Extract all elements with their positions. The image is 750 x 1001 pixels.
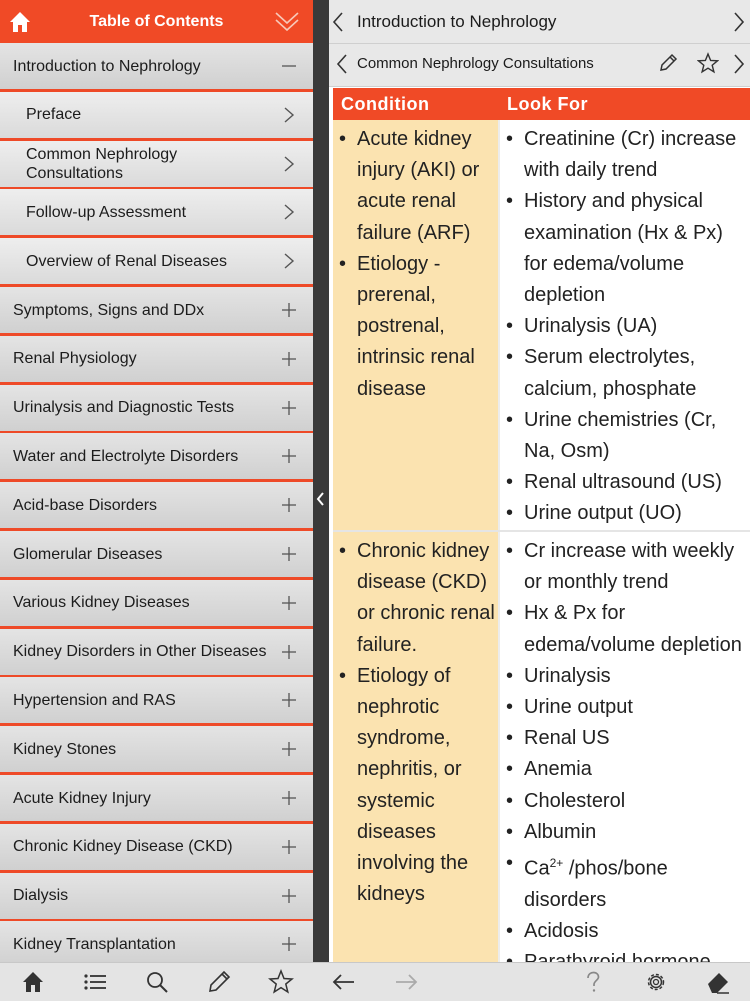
star-icon[interactable] bbox=[268, 969, 294, 995]
look-for-item-base: Ca bbox=[524, 857, 550, 880]
toc-item-label: Kidney Stones bbox=[13, 740, 117, 758]
help-icon[interactable] bbox=[580, 969, 606, 995]
toc-panel bbox=[0, 0, 313, 962]
minus-icon[interactable] bbox=[279, 56, 299, 76]
toc-item-label: Renal Physiology bbox=[13, 350, 137, 368]
list-icon[interactable] bbox=[82, 969, 108, 995]
toc-item[interactable] bbox=[0, 433, 313, 482]
plus-icon[interactable] bbox=[279, 300, 299, 320]
row2-condition-list bbox=[333, 536, 498, 910]
table-header bbox=[333, 88, 750, 120]
toc-item-label: Chronic Kidney Disease (CKD) bbox=[13, 838, 233, 856]
plus-icon[interactable] bbox=[279, 446, 299, 466]
toc-title: Table of Contents bbox=[89, 13, 224, 30]
toc-header bbox=[0, 0, 313, 43]
chapter-nav-bar bbox=[329, 0, 750, 44]
chevron-right-icon[interactable] bbox=[732, 11, 746, 33]
plus-icon[interactable] bbox=[279, 593, 299, 613]
plus-icon[interactable] bbox=[279, 398, 299, 418]
toc-item[interactable] bbox=[0, 873, 313, 922]
toc-item-label: Urinalysis and Diagnostic Tests bbox=[13, 399, 235, 417]
bottom-toolbar bbox=[0, 962, 750, 1001]
back-arrow-icon[interactable] bbox=[331, 969, 357, 995]
toc-item-label: Common Nephrology Consultations bbox=[26, 145, 178, 182]
plus-icon[interactable] bbox=[279, 788, 299, 808]
look-for-item: • Urinalysis bbox=[500, 661, 750, 692]
chevron-left-icon[interactable] bbox=[335, 53, 349, 75]
home-icon[interactable] bbox=[7, 9, 33, 35]
look-for-item: • Renal US bbox=[500, 723, 750, 754]
toc-item[interactable] bbox=[0, 775, 313, 824]
look-for-item: • Hx & Px for edema/volume depletion bbox=[500, 598, 750, 660]
section-nav-bar bbox=[329, 44, 750, 87]
toc-item-label: Glomerular Diseases bbox=[13, 545, 163, 563]
toc-item[interactable] bbox=[0, 189, 313, 238]
toc-item[interactable] bbox=[0, 43, 313, 92]
look-for-item bbox=[500, 848, 750, 916]
toc-item[interactable] bbox=[0, 482, 313, 531]
toc-item[interactable] bbox=[0, 629, 313, 678]
look-for-item: • Cholesterol bbox=[500, 786, 750, 817]
plus-icon[interactable] bbox=[279, 642, 299, 662]
look-for-item: • Urine output bbox=[500, 692, 750, 723]
look-for-item: • Cr increase with weekly or monthly trend bbox=[500, 536, 750, 598]
row2-look-for-cell bbox=[500, 532, 750, 962]
row1-condition-list bbox=[333, 124, 498, 405]
collapse-panel-icon[interactable] bbox=[316, 490, 326, 508]
condition-item: • Etiology of nephrotic syndrome, nephritis, or systemic diseases involving the kidneys bbox=[333, 661, 498, 911]
condition-item: • Etiology - prerenal, postrenal, intrinsic renal disease bbox=[333, 249, 498, 405]
toc-item[interactable] bbox=[0, 921, 313, 962]
toc-item-label: Kidney Transplantation bbox=[13, 935, 176, 953]
toc-item[interactable] bbox=[0, 824, 313, 873]
look-for-item: • Anemia bbox=[500, 754, 750, 785]
look-for-item: • Acidosis bbox=[500, 916, 750, 947]
toc-item-label: Various Kidney Diseases bbox=[13, 594, 190, 612]
look-for-item: • Urine chemistries (Cr, Na, Osm) bbox=[500, 405, 750, 467]
toc-item[interactable] bbox=[0, 385, 313, 434]
toc-item[interactable] bbox=[0, 580, 313, 629]
toc-item-label: Symptoms, Signs and DDx bbox=[13, 301, 205, 319]
look-for-item: • Serum electrolytes, calcium, phosphate bbox=[500, 342, 750, 404]
condition-item: • Acute kidney injury (AKI) or acute renal failure (ARF) bbox=[333, 124, 498, 249]
panel-divider[interactable] bbox=[313, 0, 329, 962]
row1-look-for-cell bbox=[500, 120, 750, 530]
toc-item-label: Water and Electrolyte Disorders bbox=[13, 447, 239, 465]
plus-icon[interactable] bbox=[279, 837, 299, 857]
chevron-right-icon[interactable] bbox=[279, 105, 299, 125]
row1-condition-cell bbox=[333, 120, 498, 530]
plus-icon[interactable] bbox=[279, 886, 299, 906]
chapter-title[interactable]: Introduction to Nephrology bbox=[357, 12, 557, 31]
search-icon[interactable] bbox=[144, 969, 170, 995]
plus-icon[interactable] bbox=[279, 739, 299, 759]
toc-item-label: Introduction to Nephrology bbox=[13, 57, 201, 75]
look-for-item: • Urinalysis (UA) bbox=[500, 311, 750, 342]
toc-item[interactable] bbox=[0, 141, 313, 190]
eraser-icon[interactable] bbox=[705, 969, 731, 995]
pencil-icon[interactable] bbox=[657, 52, 679, 74]
toc-item-label: Kidney Disorders in Other Diseases bbox=[13, 643, 267, 661]
plus-icon[interactable] bbox=[279, 934, 299, 954]
row2-look-for-list bbox=[500, 536, 750, 979]
chevron-right-icon[interactable] bbox=[732, 53, 746, 75]
look-for-item: • Urine output (UO) bbox=[500, 498, 750, 529]
star-icon[interactable] bbox=[697, 52, 719, 74]
row2-condition-cell bbox=[333, 532, 498, 962]
toc-item[interactable] bbox=[0, 238, 313, 287]
column-header-condition: Condition bbox=[341, 94, 430, 114]
chevron-left-icon[interactable] bbox=[331, 11, 345, 33]
toc-item[interactable] bbox=[0, 336, 313, 385]
toc-item[interactable] bbox=[0, 531, 313, 580]
chevron-right-icon[interactable] bbox=[279, 251, 299, 271]
chevron-right-icon[interactable] bbox=[279, 154, 299, 174]
look-for-item: • History and physical examination (Hx & Px) for edema/volume depletion bbox=[500, 186, 750, 311]
toc-item[interactable] bbox=[0, 677, 313, 726]
plus-icon[interactable] bbox=[279, 495, 299, 515]
condition-item: • Chronic kidney disease (CKD) or chronic renal failure. bbox=[333, 536, 498, 661]
toc-item[interactable] bbox=[0, 726, 313, 775]
column-header-look-for: Look For bbox=[507, 94, 588, 114]
forward-arrow-icon[interactable] bbox=[393, 969, 419, 995]
toc-item-label: Hypertension and RAS bbox=[13, 691, 176, 709]
toc-item-label: Dialysis bbox=[13, 887, 69, 905]
toc-item[interactable] bbox=[0, 92, 313, 141]
toc-item-label: Acute Kidney Injury bbox=[13, 789, 151, 807]
pencil-icon[interactable] bbox=[206, 969, 232, 995]
look-for-item-superscript: 2+ bbox=[549, 856, 564, 871]
toc-item-label: Overview of Renal Diseases bbox=[26, 252, 227, 270]
toc-item-label: Acid-base Disorders bbox=[13, 496, 158, 514]
toc-item[interactable] bbox=[0, 287, 313, 336]
toc-item-label: Preface bbox=[26, 106, 82, 124]
look-for-item: • Albumin bbox=[500, 817, 750, 848]
look-for-item: • Renal ultrasound (US) bbox=[500, 467, 750, 498]
plus-icon[interactable] bbox=[279, 349, 299, 369]
chevron-right-icon[interactable] bbox=[279, 202, 299, 222]
home-icon[interactable] bbox=[20, 969, 46, 995]
plus-icon[interactable] bbox=[279, 544, 299, 564]
row1-look-for-list bbox=[500, 124, 750, 530]
section-title[interactable]: Common Nephrology Consultations bbox=[357, 55, 594, 72]
toc-item-label: Follow-up Assessment bbox=[26, 203, 187, 221]
collapse-all-icon[interactable] bbox=[274, 9, 300, 35]
look-for-item-rest: /phos/bone disorders bbox=[524, 857, 668, 911]
plus-icon[interactable] bbox=[279, 690, 299, 710]
gear-icon[interactable] bbox=[643, 969, 669, 995]
look-for-item: • Creatinine (Cr) increase with daily trend bbox=[500, 124, 750, 186]
